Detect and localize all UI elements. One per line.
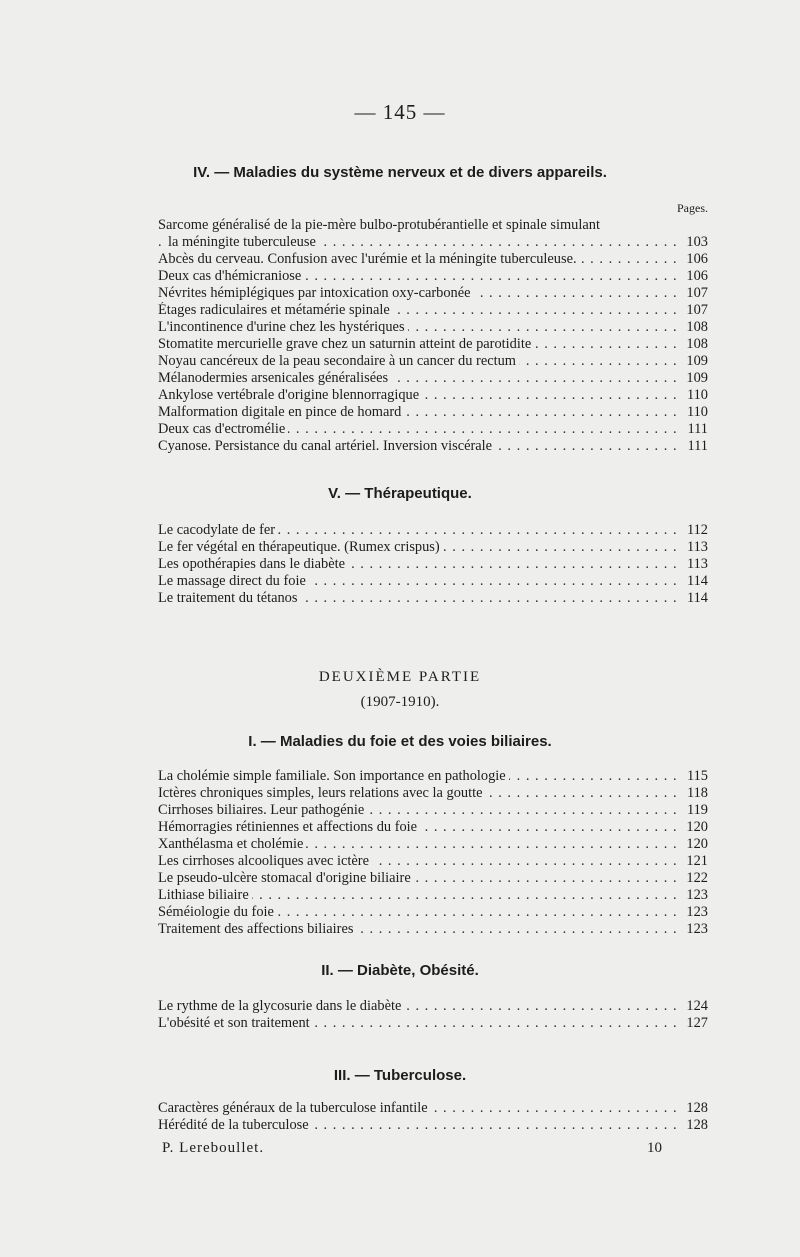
toc-entry: . . . Étages radiculaires et métamérie spinale 107 (158, 302, 708, 319)
toc-entry: . . . Les cirrhoses alcooliques avec ictère 121 (158, 853, 708, 870)
section-title-ii: II. — Diabète, Obésité. (321, 962, 479, 979)
toc-entry: . . . Deux cas d'hémicraniose 106 (158, 268, 708, 285)
toc-entry: . . . Cyanose. Persistance du canal artériel. Inversion viscérale 111 (158, 438, 708, 455)
toc-entry: . . . Stomatite mercurielle grave chez un saturnin atteint de parotidite 108 (158, 336, 708, 353)
toc-entry: . . . Mélanodermies arsenicales généralisées 109 (158, 370, 708, 387)
section-title-iii: III. — Tuberculose. (333, 1067, 467, 1084)
toc-entry: . . . la méningite tuberculeuse 103 (158, 234, 708, 251)
toc-list-iv (158, 217, 708, 455)
section-title-iv: IV. — Maladies du système nerveux et de divers appareils. (193, 164, 607, 181)
section-title-v: V. — Thérapeutique. (328, 485, 472, 502)
section-title-i: I. — Maladies du foie et des voies biliaires. (248, 733, 552, 750)
toc-entry: . . . Le rythme de la glycosurie dans le diabète 124 (158, 998, 708, 1015)
toc-list-ii (158, 998, 708, 1032)
part-title: DEUXIÈME PARTIE (318, 669, 482, 685)
toc-entry: . . . Deux cas d'ectromélie 111 (158, 421, 708, 438)
toc-entry: . . . L'obésité et son traitement 127 (158, 1015, 708, 1032)
toc-entry: . . . L'incontinence d'urine chez les hystériques 108 (158, 319, 708, 336)
toc-entry: . . . Ankylose vertébrale d'origine blennorragique 110 (158, 387, 708, 404)
page-footer (162, 1140, 662, 1157)
toc-entry: . . . Xanthélasma et cholémie 120 (158, 836, 708, 853)
toc-entry: . . . Le pseudo-ulcère stomacal d'origine biliaire 122 (158, 870, 708, 887)
toc-list-i (158, 768, 708, 938)
toc-entry: . . . Séméiologie du foie 123 (158, 904, 708, 921)
toc-entry: . . . Caractères généraux de la tuberculose infantile 128 (158, 1100, 708, 1117)
toc-entry: . . . Cirrhoses biliaires. Leur pathogénie 119 (158, 802, 708, 819)
pages-column-label: Pages. (677, 201, 708, 215)
footer-author: P. Lereboullet. (162, 1140, 265, 1156)
toc-entry: . . . Le traitement du tétanos 114 (158, 590, 708, 607)
toc-list-iii (158, 1100, 708, 1134)
toc-entry: . . . Abcès du cerveau. Confusion avec l'urémie et la méningite tuberculeuse. 106 (158, 251, 708, 268)
toc-entry: . . . Le fer végétal en thérapeutique. (Rumex crispus) 113 (158, 539, 708, 556)
toc-entry: . . . Hémorragies rétiniennes et affections du foie 120 (158, 819, 708, 836)
part-dates: (1907-1910). (360, 694, 440, 710)
toc-entry: . . . Traitement des affections biliaires 123 (158, 921, 708, 938)
toc-entry: . . . Lithiase biliaire 123 (158, 887, 708, 904)
toc-entry: . . . Noyau cancéreux de la peau secondaire à un cancer du rectum 109 (158, 353, 708, 370)
toc-entry: . . . Hérédité de la tuberculose 128 (158, 1117, 708, 1134)
toc-entry: . . . La cholémie simple familiale. Son importance en pathologie 115 (158, 768, 708, 785)
toc-entry: . . . Ictères chroniques simples, leurs relations avec la goutte 118 (158, 785, 708, 802)
toc-entry: . . . Névrites hémiplégiques par intoxication oxy-carbonée 107 (158, 285, 708, 302)
toc-entry: . . . Malformation digitale en pince de homard 110 (158, 404, 708, 421)
footer-signature-number: 10 (647, 1140, 662, 1156)
toc-entry: . . . Le cacodylate de fer 112 (158, 522, 708, 539)
page-number: — 145 — (354, 100, 446, 124)
toc-entry: Sarcome généralisé de la pie-mère bulbo-protubérantielle et spinale simulant (158, 217, 708, 234)
toc-entry: . . . Le massage direct du foie 114 (158, 573, 708, 590)
toc-entry: . . . Les opothérapies dans le diabète 113 (158, 556, 708, 573)
toc-list-v (158, 522, 708, 607)
